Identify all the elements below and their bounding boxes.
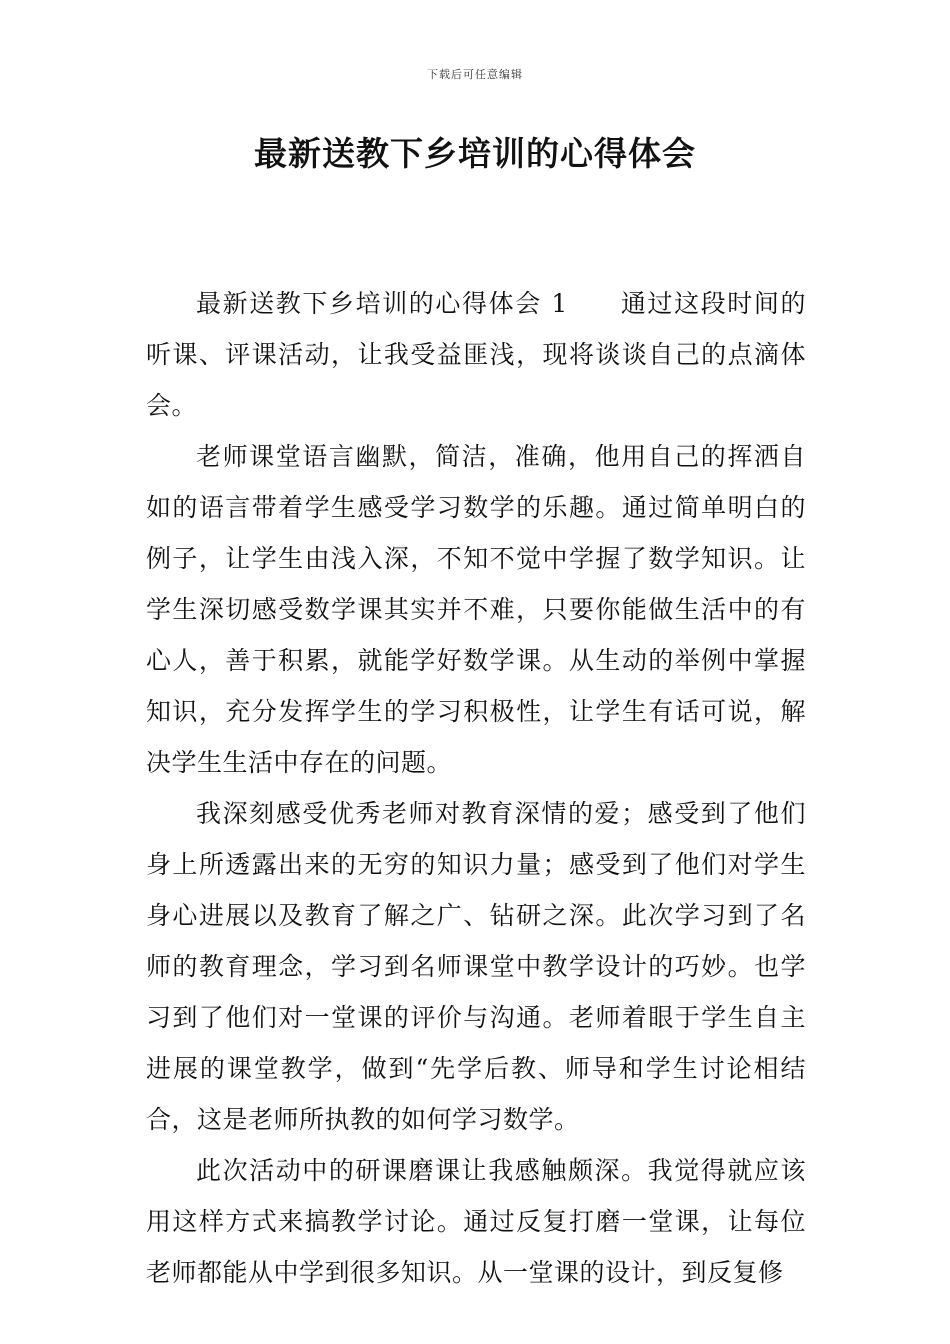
paragraph-1 (146, 278, 806, 431)
paragraph-1-text: 通过这段时间的听课、评课活动，让我受益匪浅，现将谈谈自己的点滴体会。 (146, 289, 806, 420)
paragraph-2: 老师课堂语言幽默，简洁，准确，他用自己的挥洒自如的语言带着学生感受学习数学的乐趣。通过简单明白的例子，让学生由浅入深，不知不觉中学握了数学知识。让学生深切感受数学课其实并不难，只要你能做生活中的有心人，善于积累，就能学好数学课。从生动的举例中掌握知识，充分发挥学生的学习积极性，让学生有话可说，解决学生生活中存在的问题。 (146, 442, 806, 777)
document-body (146, 278, 806, 1298)
paragraph-3: 我深刻感受优秀老师对教育深情的爱；感受到了他们身上所透露出来的无穷的知识力量；感受到了他们对学生身心进展以及教育了解之广、钻研之深。此次学习到了名师的教育理念，学习到名师课堂中教学设计的巧妙。也学习到了他们对一堂课的评价与沟通。老师着眼于学生自主进展的课堂教学，做到“先学后教、师导和学生讨论相结合，这是老师所执教的如何学习数学。 (146, 799, 806, 1134)
paragraph-4: 此次活动中的研课磨课让我感触颇深。我觉得就应该用这样方式来搞教学讨论。通过反复打磨一堂课，让每位老师都能从中学到很多知识。从一堂课的设计，到反复修 (146, 1156, 806, 1287)
header-note: 下载后可任意编辑 (427, 68, 523, 81)
document-title: 最新送教下乡培训的心得体会 (254, 134, 696, 173)
section-subheading: 最新送教下乡培训的心得体会 1 (196, 289, 568, 318)
